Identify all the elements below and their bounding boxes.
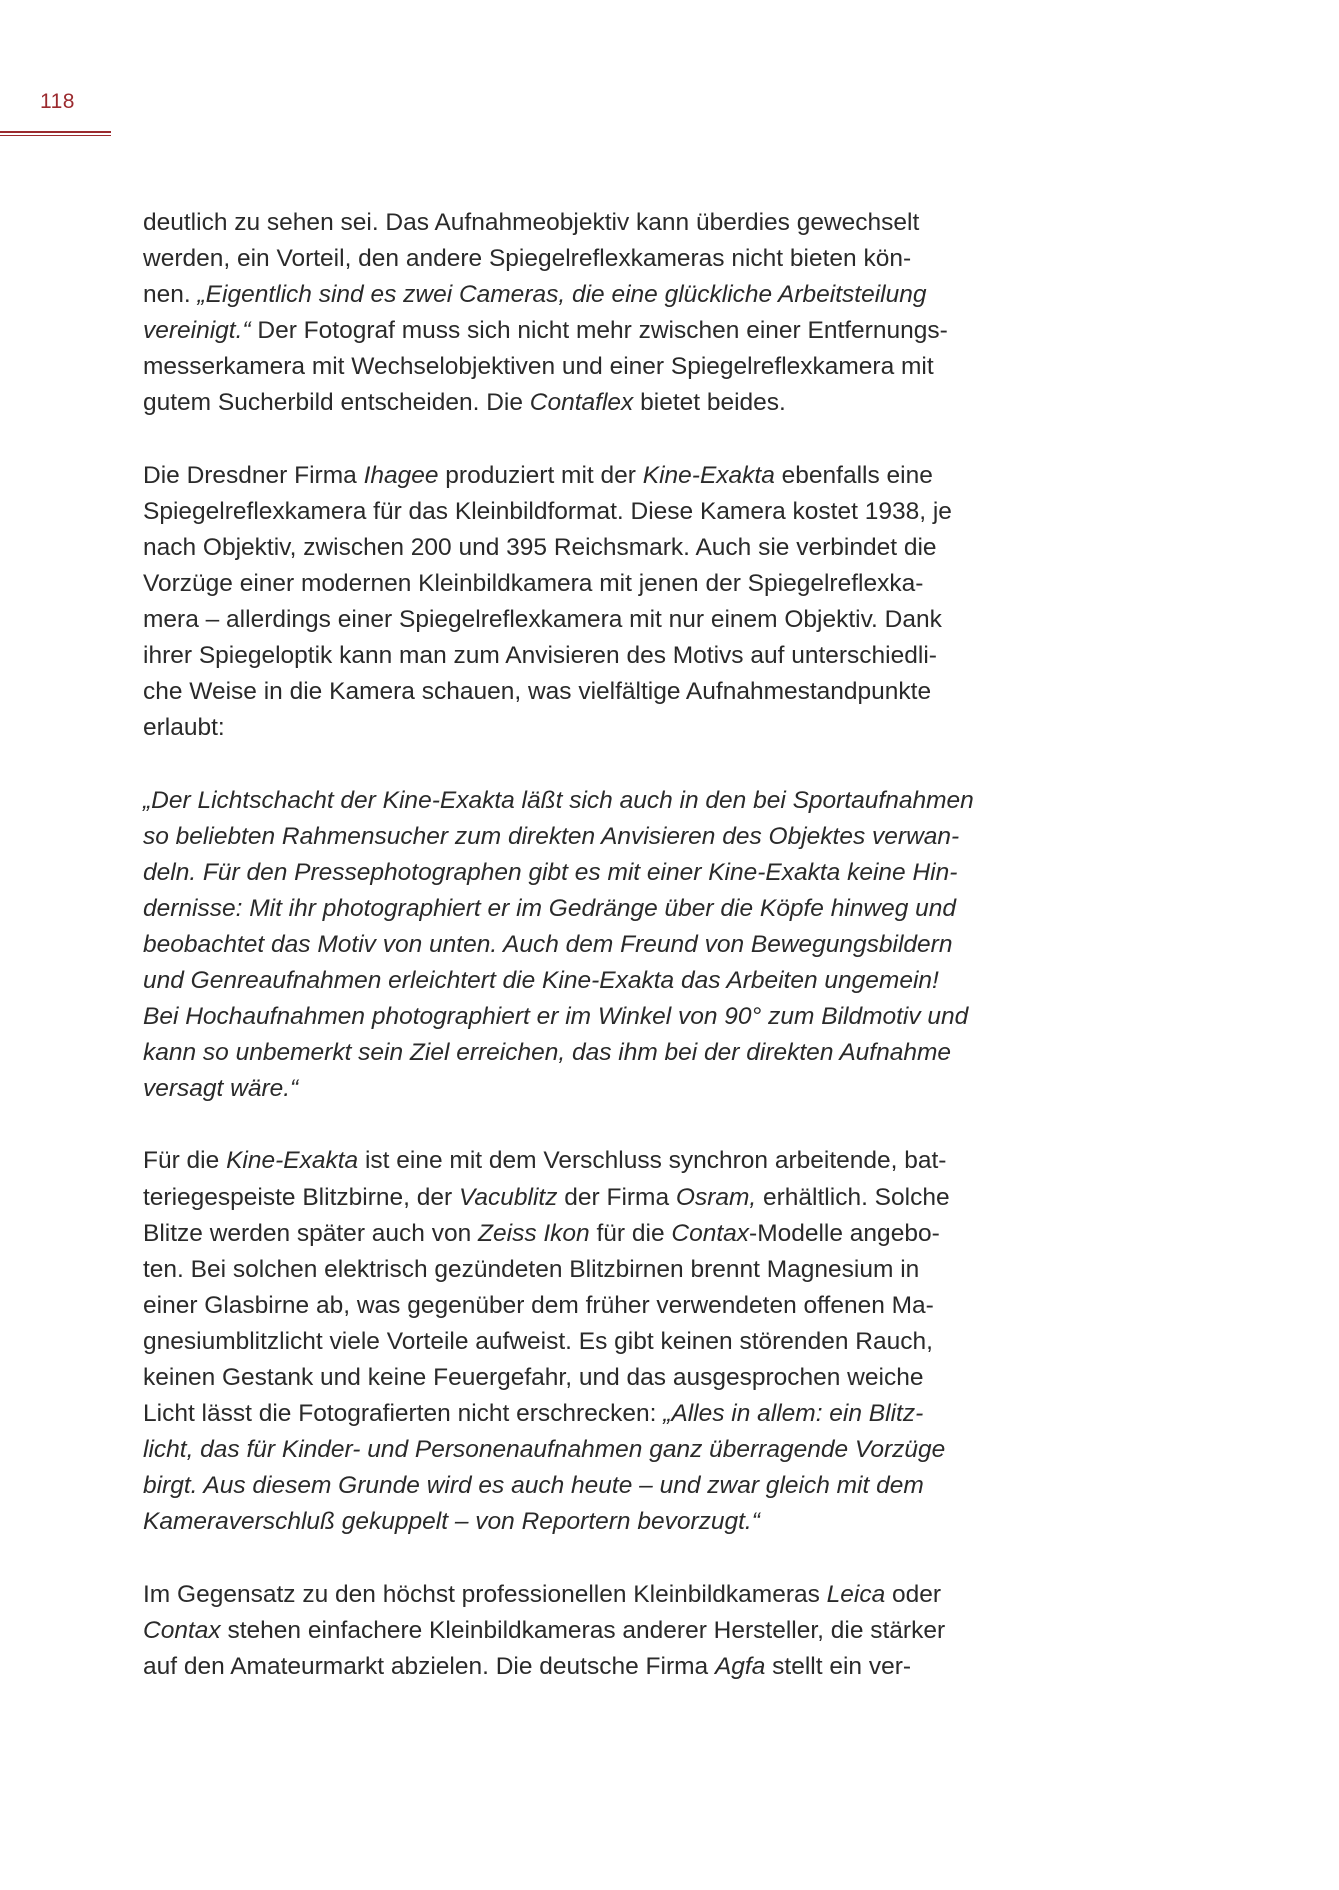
text-line bbox=[143, 1432, 1043, 1468]
text-segment: erlaubt: bbox=[143, 714, 225, 742]
text-segment: deutlich zu sehen sei. Das Aufnahmeobjektiv kann überdies gewechselt bbox=[143, 209, 920, 236]
paragraph bbox=[143, 1143, 1043, 1540]
italic-text: Contaflex bbox=[529, 389, 634, 417]
text-segment: Der Fotograf muss sich nicht mehr zwischen einer Entfernungs- bbox=[250, 317, 948, 345]
text-segment: teriegespeiste Blitzbirne, der bbox=[143, 1183, 459, 1211]
italic-text: „Eigentlich sind es zwei Cameras, die eine glückliche Arbeitsteilung bbox=[197, 281, 927, 309]
text-segment: gutem Sucherbild entscheiden. Die bbox=[143, 389, 530, 417]
text-line bbox=[143, 927, 1043, 963]
text-segment: oder bbox=[885, 1580, 942, 1608]
text-line bbox=[143, 1577, 1043, 1613]
italic-text: „Alles in allem: ein Blitz- bbox=[663, 1400, 924, 1428]
italic-text: beobachtet das Motiv von unten. Auch dem Freund von Bewegungsbildern bbox=[143, 930, 953, 958]
text-line bbox=[143, 1649, 1043, 1685]
text-line bbox=[143, 277, 1043, 313]
text-line bbox=[143, 1504, 1043, 1540]
text-segment: produziert mit der bbox=[438, 461, 643, 489]
italic-text: Vacublitz bbox=[458, 1183, 558, 1211]
italic-text: Ihagee bbox=[363, 461, 439, 489]
text-line bbox=[143, 566, 1043, 602]
text-line bbox=[143, 1180, 1043, 1216]
text-segment: keinen Gestank und keine Feuergefahr, und das ausgesprochen weiche bbox=[143, 1364, 924, 1391]
header-rule-thick bbox=[0, 131, 111, 133]
text-line bbox=[143, 1216, 1043, 1252]
italic-text: dernisse: Mit ihr photographiert er im Gedränge über die Köpfe hinweg und bbox=[143, 894, 957, 922]
text-segment: Vorzüge einer modernen Kleinbildkamera mit jenen der Spiegelreflexka- bbox=[143, 569, 924, 597]
italic-text: Kine-Exakta bbox=[226, 1147, 359, 1175]
text-line bbox=[143, 1071, 1043, 1107]
text-line bbox=[143, 1360, 1043, 1396]
text-segment: stellt ein ver- bbox=[765, 1652, 912, 1680]
italic-text: Agfa bbox=[714, 1652, 766, 1680]
text-line bbox=[143, 385, 1043, 421]
italic-text: versagt wäre.“ bbox=[143, 1075, 299, 1103]
italic-text: Zeiss Ikon bbox=[478, 1219, 590, 1247]
text-line bbox=[143, 1396, 1043, 1432]
paragraph bbox=[143, 783, 1043, 1108]
italic-text: Osram, bbox=[675, 1183, 757, 1211]
text-segment: erhältlich. Solche bbox=[756, 1183, 950, 1211]
text-line bbox=[143, 313, 1043, 349]
text-segment: nen. bbox=[143, 281, 198, 309]
text-line bbox=[143, 891, 1043, 927]
paragraph bbox=[143, 205, 1043, 422]
text-line bbox=[143, 783, 1043, 819]
italic-text: Kine-Exakta bbox=[642, 461, 775, 489]
text-segment: Die Dresdner Firma bbox=[143, 461, 364, 489]
italic-text: kann so unbemerkt sein Ziel erreichen, das ihm bei der direkten Aufnahme bbox=[143, 1039, 952, 1067]
text-line bbox=[143, 602, 1043, 638]
text-line bbox=[143, 349, 1043, 385]
italic-text: so beliebten Rahmensucher zum direkten Anvisieren des Objektes verwan- bbox=[143, 822, 960, 850]
text-line bbox=[143, 1324, 1043, 1360]
text-segment: einer Glasbirne ab, was gegenüber dem früher verwendeten offenen Ma- bbox=[143, 1291, 934, 1319]
italic-text: Leica bbox=[826, 1580, 886, 1608]
text-segment: -Modelle angebo- bbox=[749, 1219, 940, 1247]
text-line bbox=[143, 963, 1043, 999]
italic-text: Kameraverschluß gekuppelt – von Reportern bevorzugt.“ bbox=[143, 1508, 760, 1536]
text-line bbox=[143, 458, 1043, 494]
header-rule-thin bbox=[0, 135, 111, 136]
page-number: 118 bbox=[40, 90, 75, 113]
paragraph bbox=[143, 1577, 1043, 1685]
italic-text: Bei Hochaufnahmen photographiert er im Winkel von 90° zum Bildmotiv und bbox=[143, 1003, 969, 1031]
text-segment: ebenfalls eine bbox=[774, 461, 933, 489]
text-segment: mera – allerdings einer Spiegelreflexkamera mit nur einem Objektiv. Dank bbox=[143, 606, 942, 634]
text-segment: Für die bbox=[143, 1147, 227, 1175]
paragraph bbox=[143, 458, 1043, 747]
text-line bbox=[143, 1613, 1043, 1649]
text-line bbox=[143, 241, 1043, 277]
text-line bbox=[143, 710, 1043, 746]
text-line bbox=[143, 638, 1043, 674]
text-segment: ten. Bei solchen elektrisch gezündeten Blitzbirnen brennt Magnesium in bbox=[143, 1255, 920, 1283]
italic-text: Contax bbox=[671, 1219, 750, 1247]
italic-text: „Der Lichtschacht der Kine-Exakta läßt sich auch in den bei Sportaufnahmen bbox=[143, 786, 974, 814]
text-segment: ist eine mit dem Verschluss synchron arbeitende, bat- bbox=[358, 1147, 947, 1175]
text-segment: ihrer Spiegeloptik kann man zum Anvisieren des Motivs auf unterschiedli- bbox=[143, 642, 937, 670]
italic-text: vereinigt.“ bbox=[143, 317, 251, 345]
text-segment: der Firma bbox=[557, 1183, 676, 1211]
text-segment: werden, ein Vorteil, den andere Spiegelreflexkameras nicht bieten kön- bbox=[143, 245, 912, 273]
italic-text: deln. Für den Pressephotographen gibt es mit einer Kine-Exakta keine Hin- bbox=[143, 858, 958, 886]
text-line bbox=[143, 674, 1043, 710]
text-segment: für die bbox=[589, 1219, 672, 1247]
text-line bbox=[143, 1468, 1043, 1504]
text-line bbox=[143, 1288, 1043, 1324]
body-text bbox=[143, 205, 1043, 1721]
text-segment: gnesiumblitzlicht viele Vorteile aufweist. Es gibt keinen störenden Rauch, bbox=[143, 1327, 933, 1355]
italic-text: licht, das für Kinder- und Personenaufnahmen ganz überragende Vorzüge bbox=[143, 1436, 946, 1464]
text-line bbox=[143, 494, 1043, 530]
text-line bbox=[143, 855, 1043, 891]
text-segment: Im Gegensatz zu den höchst professionellen Kleinbildkameras bbox=[143, 1580, 827, 1608]
text-segment: messerkamera mit Wechselobjektiven und einer Spiegelreflexkamera mit bbox=[143, 353, 934, 381]
text-line bbox=[143, 999, 1043, 1035]
text-segment: auf den Amateurmarkt abzielen. Die deutsche Firma bbox=[143, 1652, 715, 1680]
text-line bbox=[143, 1143, 1043, 1179]
text-line bbox=[143, 1252, 1043, 1288]
text-line bbox=[143, 530, 1043, 566]
italic-text: birgt. Aus diesem Grunde wird es auch heute – und zwar gleich mit dem bbox=[143, 1472, 924, 1500]
text-line bbox=[143, 205, 1043, 241]
text-segment: nach Objektiv, zwischen 200 und 395 Reichsmark. Auch sie verbindet die bbox=[143, 533, 937, 561]
italic-text: Contax bbox=[143, 1616, 221, 1644]
text-line bbox=[143, 1035, 1043, 1071]
text-segment: stehen einfachere Kleinbildkameras anderer Hersteller, die stärker bbox=[220, 1616, 946, 1644]
text-line bbox=[143, 819, 1043, 855]
text-segment: Spiegelreflexkamera für das Kleinbildformat. Diese Kamera kostet 1938, je bbox=[143, 497, 952, 525]
text-segment: Licht lässt die Fotografierten nicht erschrecken: bbox=[143, 1400, 664, 1428]
text-segment: che Weise in die Kamera schauen, was vielfältige Aufnahmestandpunkte bbox=[143, 678, 932, 706]
text-segment: bietet beides. bbox=[633, 389, 786, 417]
text-segment: Blitze werden später auch von bbox=[143, 1219, 479, 1247]
italic-text: und Genreaufnahmen erleichtert die Kine-Exakta das Arbeiten ungemein! bbox=[143, 966, 939, 994]
